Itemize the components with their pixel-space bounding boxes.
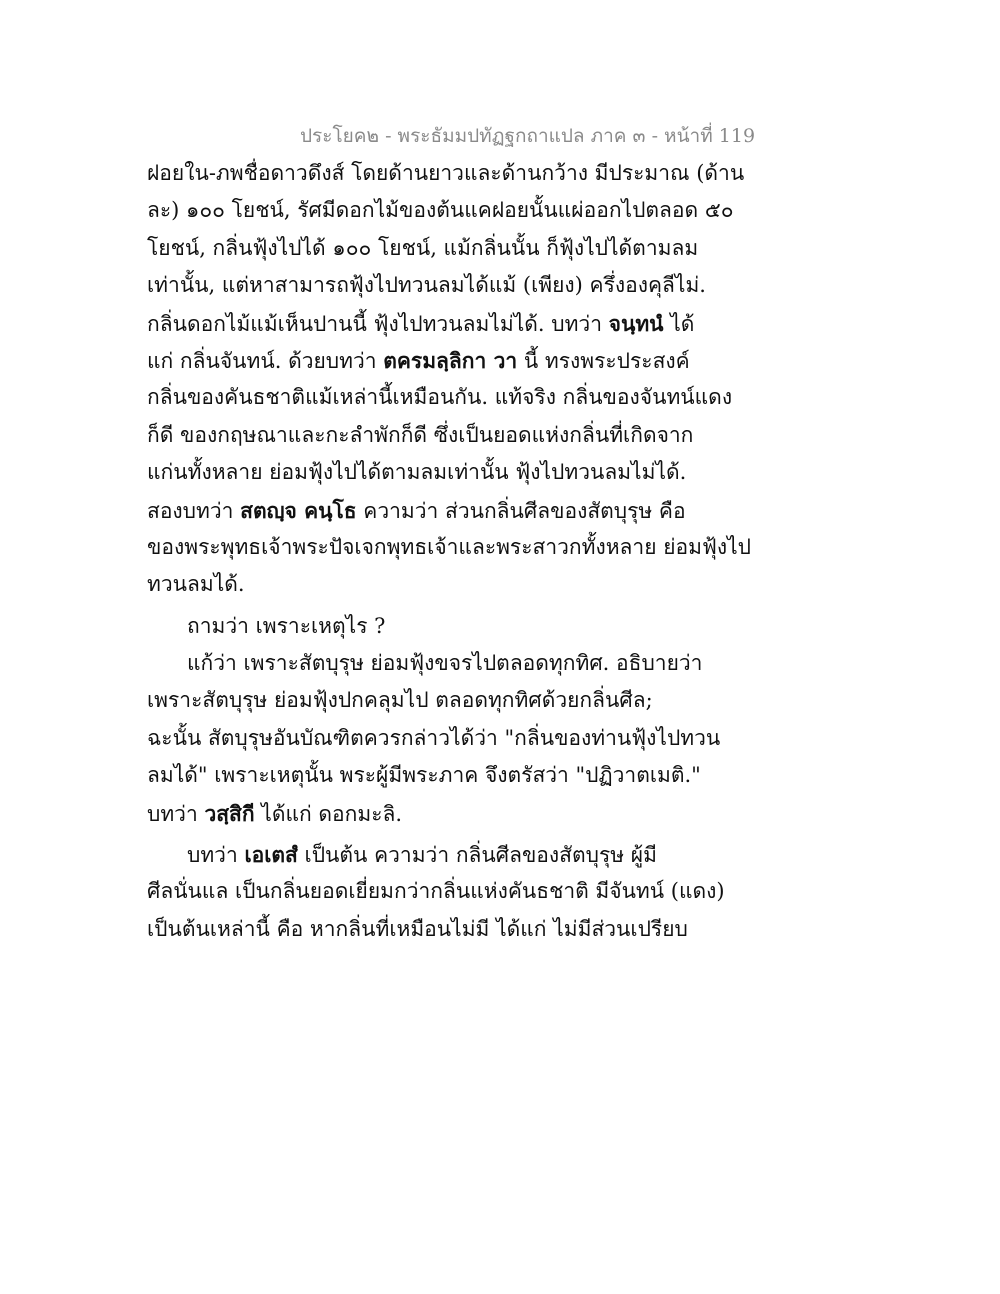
text-run: เป็นต้น ความว่า กลิ่นศีลของสัตบุรุษ ผู้มี (297, 843, 657, 868)
text-line: ทวนลมได้. (147, 572, 245, 597)
text-line: ลมได้" เพราะเหตุนั้น พระผู้มีพระภาค จึงตรัสว่า "ปฏิวาตเมติ." (147, 763, 701, 788)
text-line: แก่นทั้งหลาย ย่อมฟุ้งไปได้ตามลมเท่านั้น ฟุ้งไปทวนลมไม่ได้. (147, 460, 687, 485)
text-line: ฝอยใน-ภพชื่อดาวดึงส์ โดยด้านยาวและด้านกว้าง มีประมาณ (ด้าน (147, 161, 745, 185)
text-line (147, 342, 707, 379)
text-line: เท่านั้น, แต่หาสามารถฟุ้งไปทวนลมได้แม้ (เพียง) ครึ่งองคุลีไม่. (147, 273, 706, 298)
running-header: ประโยค๒ - พระธัมมปทัฏฐกถาแปล ภาค ๓ - หน้าที่ 119 (300, 125, 756, 147)
pali-term: สตญฺจ คนฺโธ (240, 497, 357, 523)
text-line (147, 305, 707, 342)
text-line: ของพระพุทธเจ้าพระปัจเจกพุทธเจ้าและพระสาวกทั้งหลาย ย่อมฟุ้งไป (147, 534, 751, 559)
pali-term: เอเตสํ (244, 842, 298, 868)
text-line: ก็ดี ของกฤษณาและกะลำพักก็ดี ซึ่งเป็นยอดแห่งกลิ่นที่เกิดจาก (147, 422, 694, 447)
pali-term: วสฺสิกี (204, 800, 255, 826)
text-run: แก่ กลิ่นจันทน์. ด้วยบทว่า (147, 348, 384, 373)
pali-term: ตครมลฺลิกา วา (383, 347, 518, 373)
text-run: นี้ ทรงพระประสงค์ (517, 348, 690, 373)
text-line: เพราะสัตบุรุษ ย่อมฟุ้งปกคลุมไป ตลอดทุกทิศด้วยกลิ่นศีล; (147, 688, 653, 713)
text-line: เป็นต้นเหล่านี้ คือ หากลิ่นที่เหมือนไม่มี ได้แก่ ไม่มีส่วนเปรียบ (147, 916, 688, 941)
text-line (147, 836, 707, 873)
text-line: กลิ่นของคันธชาติแม้เหล่านี้เหมือนกัน. แท้จริง กลิ่นของจันทน์แดง (147, 385, 733, 410)
text-line: โยชน์, กลิ่นฟุ้งไปได้ ๑๐๐ โยชน์, แม้กลิ่นนั้น ก็ฟุ้งไปได้ตามลม (147, 235, 699, 260)
text-run: บทว่า (147, 801, 205, 826)
text-run: กลิ่นดอกไม้แม้เห็นปานนี้ ฟุ้งไปทวนลมไม่ได้. บทว่า (147, 311, 609, 336)
text-run: ความว่า ส่วนกลิ่นศีลของสัตบุรุษ คือ (356, 498, 686, 523)
text-line: ถามว่า เพราะเหตุไร ? (187, 613, 386, 638)
text-line: ศีลนั่นแล เป็นกลิ่นยอดเยี่ยมกว่ากลิ่นแห่งคันธชาติ มีจันทน์ (แดง) (147, 879, 725, 904)
text-line: ฉะนั้น สัตบุรุษอันบัณฑิตควรกล่าวได้ว่า "กลิ่นของท่านฟุ้งไปทวน (147, 725, 721, 750)
pali-term: จนฺทนํ (608, 310, 664, 336)
text-line (147, 492, 707, 529)
body-text (147, 155, 751, 948)
text-line: แก้ว่า เพราะสัตบุรุษ ย่อมฟุ้งขจรไปตลอดทุกทิศ. อธิบายว่า (187, 651, 703, 676)
text-line (147, 795, 707, 832)
text-line: ละ) ๑๐๐ โยชน์, รัศมีดอกไม้ของต้นแคฝอยนั้นแผ่ออกไปตลอด ๕๐ (147, 198, 734, 223)
text-run: บทว่า (187, 843, 245, 868)
text-run: ได้ (663, 311, 695, 336)
text-run: ได้แก่ ดอกมะลิ. (254, 801, 403, 826)
text-run: สองบทว่า (147, 498, 241, 523)
